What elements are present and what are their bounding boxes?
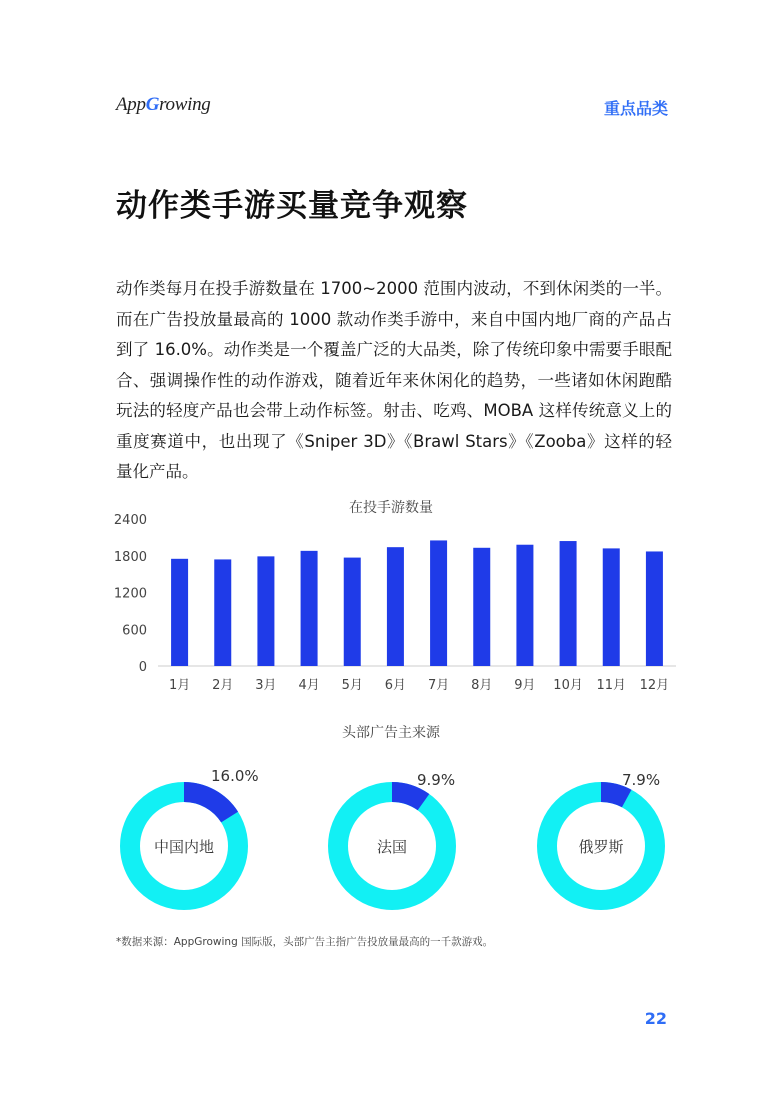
bar: [646, 551, 663, 666]
bar: [387, 547, 404, 666]
donut-china: [120, 782, 248, 910]
logo-rest-text: rowing: [159, 94, 211, 115]
x-tick-label: 8月: [471, 678, 493, 693]
y-tick-label: 1200: [113, 586, 147, 602]
donut-pct-label: 7.9%: [622, 771, 661, 789]
body-paragraph: 动作类每月在投手游数量在 1700~2000 范围内波动，不到休闲类的一半。而在广告投放量最高的 1000 款动作类手游中，来自中国内地厂商的产品占到了 16.0%。动作类是一个覆盖广泛的大品类，除了传统印象中需要手眼配合、强调操作性的动作游戏，随着近年来休闲化的趋势，一些诸如休闲跑酷玩法的轻度产品也会带上动作标签。射击、吃鸡、MOBA 这样传统意义上的重度赛道中，也出现了《Sniper 3D》《Brawl Stars》《Zooba》这样的轻量化产品。: [116, 279, 672, 481]
x-tick-label: 5月: [341, 678, 363, 693]
bar: [344, 558, 361, 666]
x-tick-label: 10月: [553, 678, 583, 693]
y-tick-label: 2400: [113, 513, 147, 528]
bar: [171, 559, 188, 666]
page-title: 动作类手游买量竞争观察: [116, 188, 468, 224]
bar: [301, 551, 318, 666]
donut-russia: [537, 782, 665, 910]
bar: [257, 556, 274, 666]
donut-pct-label: 16.0%: [211, 767, 259, 785]
x-tick-label: 11月: [596, 678, 627, 693]
x-tick-label: 6月: [384, 678, 407, 693]
bar: [473, 548, 490, 666]
logo-g-letter: G: [145, 94, 160, 115]
page-number: 22: [644, 1009, 667, 1028]
donut-label: 法国: [376, 837, 407, 856]
y-tick-label: 1800: [113, 549, 147, 565]
donut-label: 俄罗斯: [578, 837, 624, 856]
section-tag: 重点品类: [603, 99, 668, 118]
bar-chart-title: 在投手游数量: [349, 500, 433, 516]
bar: [560, 541, 577, 666]
x-tick-label: 4月: [298, 678, 320, 693]
x-tick-label: 3月: [255, 678, 277, 693]
x-tick-label: 2月: [212, 678, 234, 693]
donut-label: 中国内地: [153, 837, 214, 856]
x-tick-label: 9月: [514, 678, 536, 693]
y-tick-label: 600: [122, 623, 147, 639]
logo-app-text: App: [116, 94, 146, 115]
bar: [430, 540, 447, 666]
x-tick-label: 12月: [639, 678, 670, 693]
bar: [516, 545, 533, 666]
donut-france: [328, 782, 456, 910]
y-tick-label: 0: [138, 660, 147, 675]
footnote: *数据来源：AppGrowing 国际版，头部广告主指广告投放量最高的一千款游戏。: [116, 936, 494, 948]
x-tick-label: 1月: [168, 678, 191, 693]
bar: [603, 548, 620, 666]
donut-pct-label: 9.9%: [417, 771, 456, 789]
x-tick-label: 7月: [427, 678, 450, 693]
donut-section-title: 头部广告主来源: [342, 725, 440, 741]
bar: [214, 559, 231, 666]
